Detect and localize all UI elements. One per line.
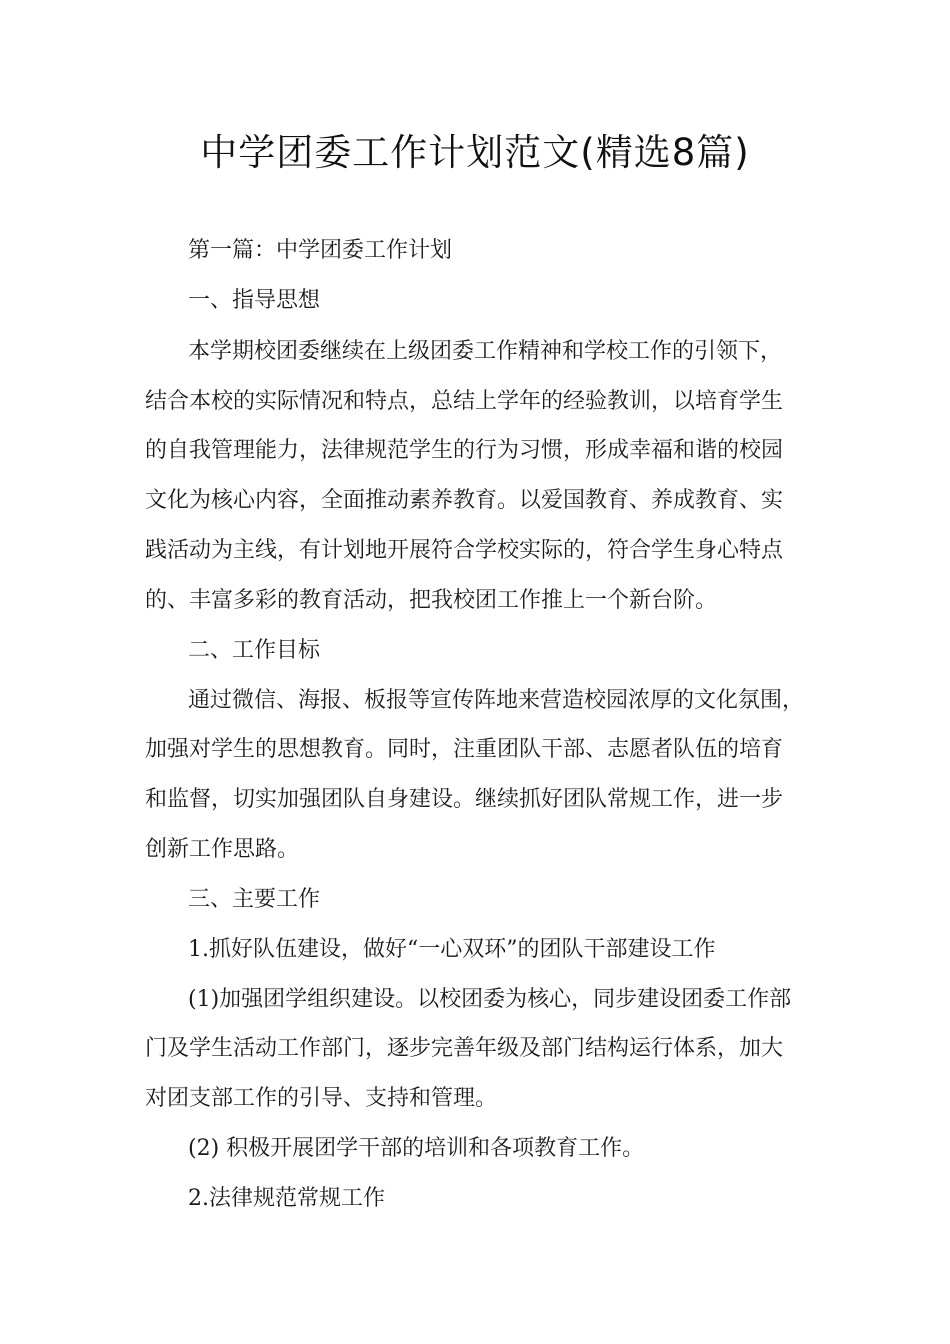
paragraph-line: 和监督，切实加强团队自身建设。继续抓好团队常规工作，进一步: [145, 787, 784, 812]
section-heading-part-one: 第一篇：中学团委工作计划: [188, 238, 453, 263]
paragraph-line: 通过微信、海报、板报等宣传阵地来营造校园浓厚的文化氛围，: [188, 688, 805, 713]
paragraph-line: 的、丰富多彩的教育活动，把我校团工作推上一个新台阶。: [145, 588, 718, 613]
subsection-heading: 2.法律规范常规工作: [188, 1186, 385, 1211]
paragraph-line: (1)加强团学组织建设。以校团委为核心，同步建设团委工作部: [188, 987, 792, 1012]
section-heading-main-work: 三、主要工作: [188, 887, 321, 912]
section-heading-guiding-thought: 一、指导思想: [188, 288, 321, 313]
section-heading-work-goals: 二、工作目标: [188, 638, 321, 663]
document-title: 中学团委工作计划范文(精选8篇): [200, 131, 750, 174]
paragraph-line: 门及学生活动工作部门，逐步完善年级及部门结构运行体系，加大: [145, 1036, 784, 1061]
paragraph-line: 加强对学生的思想教育。同时，注重团队干部、志愿者队伍的培育: [145, 737, 784, 762]
paragraph-line: 结合本校的实际情况和特点，总结上学年的经验教训，以培育学生: [145, 389, 784, 414]
paragraph-line: (2) 积极开展团学干部的培训和各项教育工作。: [188, 1136, 645, 1161]
paragraph-line: 文化为核心内容，全面推动素养教育。以爱国教育、养成教育、实: [145, 488, 784, 513]
paragraph-line: 创新工作思路。: [145, 837, 300, 862]
paragraph-line: 的自我管理能力，法律规范学生的行为习惯，形成幸福和谐的校园: [145, 438, 784, 463]
subsection-heading: 1.抓好队伍建设，做好“一心双环”的团队干部建设工作: [188, 937, 716, 962]
paragraph-line: 践活动为主线，有计划地开展符合学校实际的，符合学生身心特点: [145, 538, 784, 563]
paragraph-line: 本学期校团委继续在上级团委工作精神和学校工作的引领下，: [188, 339, 783, 364]
paragraph-line: 对团支部工作的引导、支持和管理。: [145, 1086, 498, 1111]
